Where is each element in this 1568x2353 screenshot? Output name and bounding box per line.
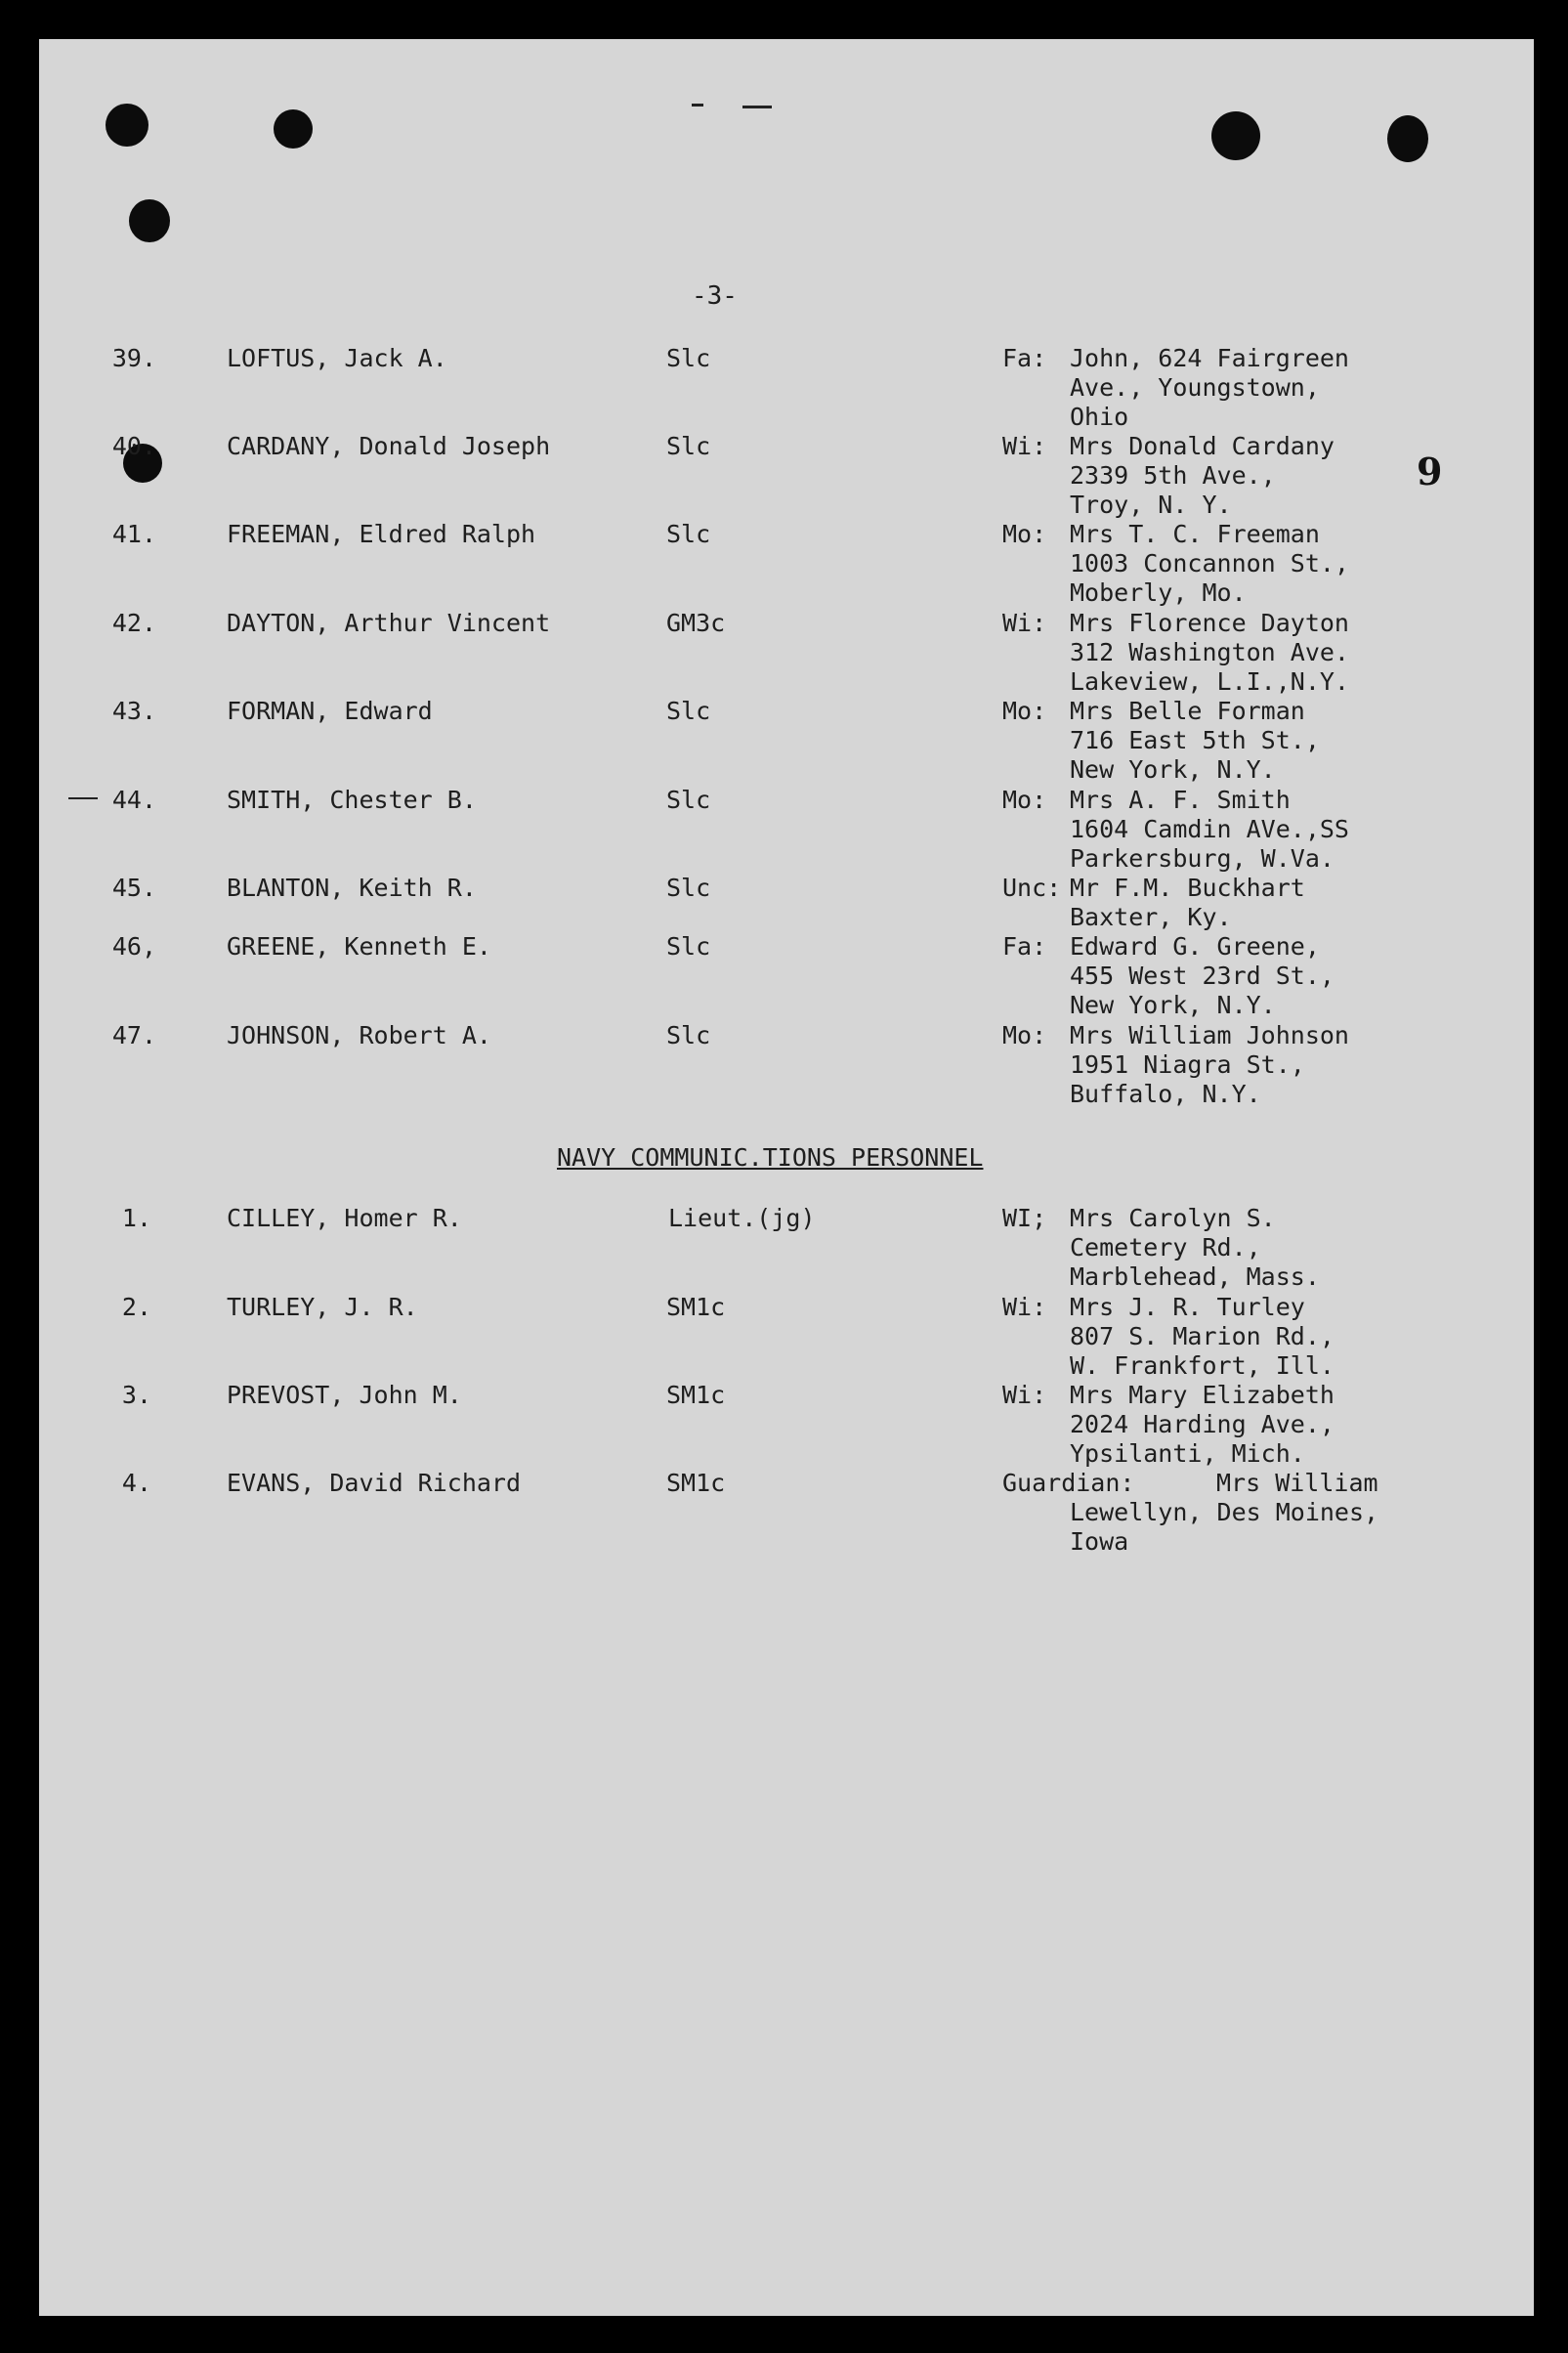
entry-relation: Guardian: bbox=[1002, 1469, 1135, 1497]
smudge-mark bbox=[692, 104, 703, 107]
entry-rate: Slc bbox=[666, 932, 711, 961]
address-line: 716 East 5th St., bbox=[1070, 726, 1320, 754]
entry-relation: Mo: bbox=[1002, 786, 1047, 814]
entry-relation: WI; bbox=[1002, 1204, 1047, 1232]
address-line: 807 S. Marion Rd., bbox=[1070, 1322, 1335, 1350]
entry-address bbox=[1070, 432, 1335, 520]
entry-rate: Slc bbox=[666, 874, 711, 902]
entry-address bbox=[1070, 932, 1335, 1020]
entry-rate: Slc bbox=[666, 1021, 711, 1049]
address-line: Ave., Youngstown, bbox=[1070, 373, 1320, 402]
entry-rate: Lieut.(jg) bbox=[668, 1204, 816, 1232]
section-title: NAVY COMMUNIC.TIONS PERSONNEL bbox=[557, 1143, 984, 1172]
address-line: 455 West 23rd St., bbox=[1070, 962, 1335, 990]
address-line: Ypsilanti, Mich. bbox=[1070, 1439, 1305, 1468]
entry-rate: Slc bbox=[666, 520, 711, 548]
address-line: Mrs William bbox=[1216, 1469, 1378, 1497]
address-line: Mrs Florence Dayton bbox=[1070, 609, 1349, 637]
address-line: Mrs T. C. Freeman bbox=[1070, 520, 1320, 548]
address-line: 2339 5th Ave., bbox=[1070, 461, 1276, 490]
address-line: Mrs Carolyn S. bbox=[1070, 1204, 1276, 1232]
address-line: 1604 Camdin AVe.,SS bbox=[1070, 815, 1349, 843]
address-line: Lakeview, L.I.,N.Y. bbox=[1070, 667, 1349, 696]
address-line: New York, N.Y. bbox=[1070, 991, 1276, 1019]
address-line: Mr F.M. Buckhart bbox=[1070, 874, 1305, 902]
entry-address bbox=[1070, 1293, 1335, 1381]
entry-relation: Wi: bbox=[1002, 432, 1047, 460]
page-number: -3- bbox=[692, 281, 738, 311]
punch-hole bbox=[106, 104, 148, 147]
entry-name: EVANS, David Richard bbox=[227, 1469, 522, 1497]
entry-relation: Mo: bbox=[1002, 1021, 1047, 1049]
address-line: Lewellyn, Des Moines, bbox=[1070, 1498, 1379, 1526]
address-line: 312 Washington Ave. bbox=[1070, 638, 1349, 666]
entry-name: CARDANY, Donald Joseph bbox=[227, 432, 551, 460]
address-line: 1951 Niagra St., bbox=[1070, 1050, 1305, 1079]
entry-number: 47. bbox=[111, 1021, 156, 1049]
entry-rate: SM1c bbox=[666, 1381, 726, 1409]
address-line: Troy, N. Y. bbox=[1070, 491, 1232, 519]
address-line: Iowa bbox=[1070, 1527, 1129, 1556]
corner-stamp-number: 9 bbox=[1417, 449, 1443, 493]
entry-name: LOFTUS, Jack A. bbox=[227, 344, 447, 372]
entry-number: 46, bbox=[111, 932, 156, 961]
entry-rate: Slc bbox=[666, 697, 711, 725]
entry-rate: Slc bbox=[666, 432, 711, 460]
address-line: W. Frankfort, Ill. bbox=[1070, 1351, 1335, 1380]
entry-relation: Wi: bbox=[1002, 1381, 1047, 1409]
punch-hole bbox=[1387, 115, 1428, 162]
entry-number: 39. bbox=[111, 344, 156, 372]
entry-address bbox=[1070, 344, 1349, 432]
entry-name: FREEMAN, Eldred Ralph bbox=[227, 520, 536, 548]
entry-number: 40. bbox=[111, 432, 156, 460]
smudge-mark bbox=[742, 106, 772, 108]
entry-relation: Wi: bbox=[1002, 609, 1047, 637]
entry-name: DAYTON, Arthur Vincent bbox=[227, 609, 551, 637]
entry-relation: Wi: bbox=[1002, 1293, 1047, 1321]
entry-number: 1. bbox=[121, 1204, 151, 1232]
entry-address bbox=[1070, 1204, 1320, 1292]
document-page bbox=[39, 39, 1534, 2316]
entry-address bbox=[1070, 520, 1349, 608]
entry-name: FORMAN, Edward bbox=[227, 697, 433, 725]
entry-rate: SM1c bbox=[666, 1293, 726, 1321]
address-line: Marblehead, Mass. bbox=[1070, 1262, 1320, 1291]
address-line: Moberly, Mo. bbox=[1070, 578, 1247, 607]
address-line: Parkersburg, W.Va. bbox=[1070, 844, 1335, 873]
address-line: Buffalo, N.Y. bbox=[1070, 1080, 1261, 1108]
address-line: Edward G. Greene, bbox=[1070, 932, 1320, 961]
entry-number: 44. bbox=[111, 786, 156, 814]
entry-rate: Slc bbox=[666, 344, 711, 372]
entry-name: CILLEY, Homer R. bbox=[227, 1204, 462, 1232]
punch-hole bbox=[129, 199, 170, 242]
address-line: Ohio bbox=[1070, 403, 1129, 431]
entry-name: PREVOST, John M. bbox=[227, 1381, 462, 1409]
entry-relation: Fa: bbox=[1002, 932, 1047, 961]
entry-address bbox=[1070, 1469, 1378, 1557]
entry-name: GREENE, Kenneth E. bbox=[227, 932, 491, 961]
entry-number: 43. bbox=[111, 697, 156, 725]
entry-address bbox=[1070, 609, 1349, 697]
entry-name: BLANTON, Keith R. bbox=[227, 874, 477, 902]
entry-relation: Unc: bbox=[1002, 874, 1062, 902]
address-line: Mrs Belle Forman bbox=[1070, 697, 1305, 725]
entry-name: SMITH, Chester B. bbox=[227, 786, 477, 814]
entry-number: 41. bbox=[111, 520, 156, 548]
address-line: Mrs William Johnson bbox=[1070, 1021, 1349, 1049]
address-line: 1003 Concannon St., bbox=[1070, 549, 1349, 578]
address-line: Cemetery Rd., bbox=[1070, 1233, 1261, 1262]
entry-name: JOHNSON, Robert A. bbox=[227, 1021, 491, 1049]
address-line: Mrs A. F. Smith bbox=[1070, 786, 1291, 814]
entry-number: 45. bbox=[111, 874, 156, 902]
entry-rate: Slc bbox=[666, 786, 711, 814]
address-line: 2024 Harding Ave., bbox=[1070, 1410, 1335, 1438]
address-line: Baxter, Ky. bbox=[1070, 903, 1232, 931]
address-line: Mrs Mary Elizabeth bbox=[1070, 1381, 1335, 1409]
entry-relation: Fa: bbox=[1002, 344, 1047, 372]
entry-number: 3. bbox=[121, 1381, 151, 1409]
entry-address bbox=[1070, 874, 1305, 932]
entry-rate: SM1c bbox=[666, 1469, 726, 1497]
entry-number: 2. bbox=[121, 1293, 151, 1321]
punch-hole bbox=[274, 109, 313, 149]
entry-address bbox=[1070, 786, 1349, 874]
entry-name: TURLEY, J. R. bbox=[227, 1293, 418, 1321]
address-line: Mrs J. R. Turley bbox=[1070, 1293, 1305, 1321]
entry-address bbox=[1070, 1021, 1349, 1109]
entry-address bbox=[1070, 697, 1320, 785]
address-line: John, 624 Fairgreen bbox=[1070, 344, 1349, 372]
entry-address bbox=[1070, 1381, 1335, 1469]
entry-number: 42. bbox=[111, 609, 156, 637]
entry-number: 4. bbox=[121, 1469, 151, 1497]
address-line: New York, N.Y. bbox=[1070, 755, 1276, 784]
address-line: Mrs Donald Cardany bbox=[1070, 432, 1335, 460]
punch-hole bbox=[1211, 111, 1260, 160]
entry-relation: Mo: bbox=[1002, 697, 1047, 725]
entry-relation: Mo: bbox=[1002, 520, 1047, 548]
entry-rate: GM3c bbox=[666, 609, 726, 637]
